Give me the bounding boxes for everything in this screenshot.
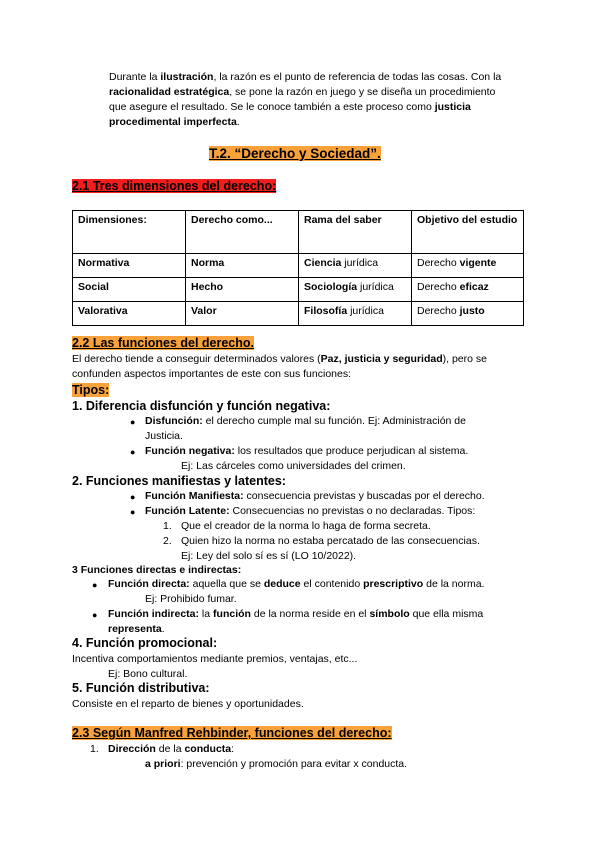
table-header-cell: Dimensiones: (73, 211, 186, 254)
latent-type-2-number: 2. (163, 535, 172, 547)
function-2-example: Ej: Ley del solo sí es sí (LO 10/2022). (181, 550, 357, 562)
table-row (73, 278, 524, 302)
bullet-icon: ● (92, 580, 98, 590)
function-4-text: Incentiva comportamientos mediante premios, ventajas, etc... (72, 653, 358, 665)
rehbinder-item-1: Dirección de la conducta: (108, 743, 235, 755)
bullet-icon: ● (130, 492, 136, 502)
page-title: T.2. “Derecho y Sociedad”. (209, 146, 381, 161)
dimensions-table (72, 210, 524, 326)
table-header-cell: Objetivo del estudio (412, 211, 524, 254)
function-1-heading: 1. Diferencia disfunción y función negativa: (72, 399, 331, 413)
function-1-bullet-1 (145, 414, 525, 444)
table-cell: Derecho justo (412, 302, 524, 326)
rehbinder-item-1-number: 1. (90, 743, 99, 755)
latent-type-1: Que el creador de la norma lo haga de forma secreta. (181, 520, 431, 532)
function-1-bullet-2: Función negativa: los resultados que produce perjudican al sistema. (145, 445, 469, 457)
table-header-cell: Derecho como... (186, 211, 299, 254)
table-cell: Ciencia jurídica (299, 254, 412, 278)
latent-type-2: Quien hizo la norma no estaba percatado de las consecuencias. (181, 535, 480, 547)
bullet-icon: ● (92, 610, 98, 620)
table-cell: Valorativa (73, 302, 186, 326)
intro-line-2: racionalidad estratégica, se pone la razón en juego y se diseña un procedimiento (109, 86, 496, 98)
table-header-cell: Rama del saber (299, 211, 412, 254)
f1-b1-line-2: Justicia. (145, 430, 183, 442)
tipos-label: Tipos: (72, 383, 110, 397)
f1-b1-line-1: Disfunción: el derecho cumple mal su función. Ej: Administración de (145, 415, 466, 427)
intro-paragraph (109, 70, 529, 130)
function-3-bullet-1: Función directa: aquella que se deduce el contenido prescriptivo de la norma. (108, 578, 485, 590)
table-row (73, 302, 524, 326)
table-cell: Hecho (186, 278, 299, 302)
f3-b2-line-2: representa. (108, 623, 165, 635)
table-cell: Derecho eficaz (412, 278, 524, 302)
bullet-icon: ● (130, 447, 136, 457)
table-cell: Derecho vigente (412, 254, 524, 278)
function-4-heading: 4. Función promocional: (72, 636, 218, 650)
table-cell: Filosofía jurídica (299, 302, 412, 326)
section-2-3-heading: 2.3 Según Manfred Rehbinder, funciones del derecho: (72, 726, 392, 740)
function-3-bullet-2 (108, 607, 528, 637)
f3-b2-line-1: Función indirecta: la función de la norma reside en el símbolo que ella misma (108, 608, 484, 620)
intro-line-4: procedimental imperfecta. (109, 116, 240, 128)
function-4-example: Ej: Bono cultural. (108, 668, 188, 680)
section-2-1-heading: 2.1 Tres dimensiones del derecho: (72, 179, 277, 193)
intro-line-1: Durante la ilustración, la razón es el punto de referencia de todas las cosas. Con la (109, 71, 502, 83)
section-2-2-intro (72, 352, 487, 382)
function-3-heading: 3 Funciones directas e indirectas: (72, 564, 242, 576)
function-1-example: Ej: Las cárceles como universidades del crimen. (181, 460, 406, 472)
function-2-heading: 2. Funciones manifiestas y latentes: (72, 474, 286, 488)
table-header-row (73, 211, 524, 254)
function-5-heading: 5. Función distributiva: (72, 681, 210, 695)
latent-type-1-number: 1. (163, 520, 172, 532)
function-5-text: Consiste en el reparto de bienes y oportunidades. (72, 698, 304, 710)
function-2-bullet-1: Función Manifiesta: consecuencia previstas y buscadas por el derecho. (145, 490, 485, 502)
intro-line-3: que asegure el resultado. Se le conoce también a este proceso como justicia (109, 101, 471, 113)
intro-2-2-line-1: El derecho tiende a conseguir determinados valores (Paz, justicia y seguridad), pero se (72, 353, 487, 365)
bullet-icon: ● (130, 507, 136, 517)
table-cell: Social (73, 278, 186, 302)
function-2-bullet-2: Función Latente: Consecuencias no previstas o no declaradas. Tipos: (145, 505, 476, 517)
function-3-example: Ej: Prohibido fumar. (145, 593, 237, 605)
table-cell: Valor (186, 302, 299, 326)
table-cell: Normativa (73, 254, 186, 278)
intro-2-2-line-2: confunden aspectos importantes de este con sus funciones: (72, 368, 352, 380)
section-2-2-heading: 2.2 Las funciones del derecho. (72, 336, 255, 350)
table-cell: Sociología jurídica (299, 278, 412, 302)
rehbinder-item-1-sub: a priori: prevención y promoción para evitar x conducta. (145, 758, 408, 770)
bullet-icon: ● (130, 417, 136, 427)
table-row (73, 254, 524, 278)
table-cell: Norma (186, 254, 299, 278)
